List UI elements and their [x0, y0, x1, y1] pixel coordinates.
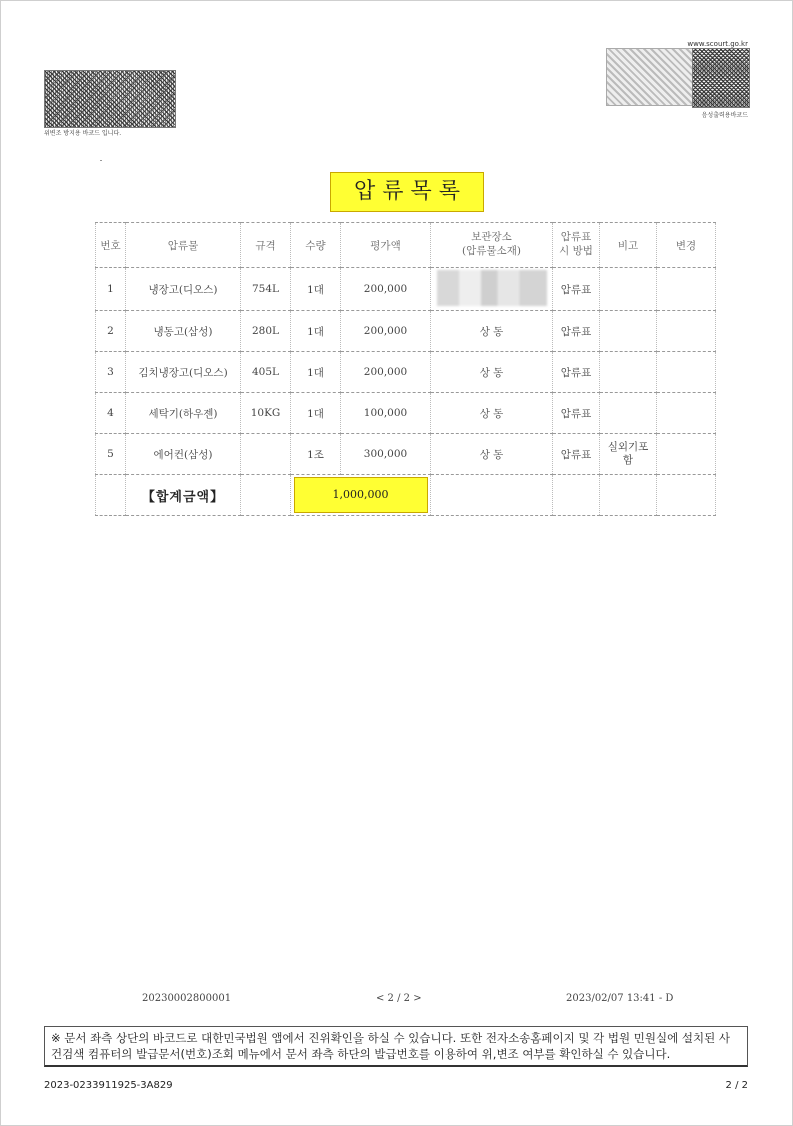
cell-price: 300,000 — [341, 434, 431, 475]
faded-barcode-pattern — [606, 48, 694, 106]
cell-change — [657, 311, 716, 352]
court-url: www.scourt.go.kr — [687, 40, 748, 48]
remarks-line1: 실외기포 — [607, 440, 649, 453]
cell-remarks — [600, 311, 657, 352]
total-label: 【합계금액】 — [126, 475, 241, 516]
issue-number: 2023-0233911925-3A829 — [44, 1080, 173, 1091]
cell-item: 에어컨(삼성) — [126, 434, 241, 475]
cell-mark: 압류표 — [553, 434, 600, 475]
cell-mark: 압류표 — [553, 393, 600, 434]
cell-storage: 상 동 — [431, 352, 553, 393]
page-count: 2 / 2 — [725, 1080, 748, 1091]
cell-qty: 1대 — [291, 311, 341, 352]
voice-output-barcode — [692, 48, 750, 108]
table-row — [96, 352, 716, 393]
voice-output-barcode-caption: 음성출력용바코드 — [701, 112, 748, 119]
header-remarks: 비고 — [600, 223, 657, 268]
table-row — [96, 393, 716, 434]
cell-no: 2 — [96, 311, 126, 352]
table-row — [96, 268, 716, 311]
cell-item: 냉장고(디오스) — [126, 268, 241, 311]
verification-notice: ※ 문서 좌측 상단의 바코드로 대한민국법원 앱에서 진위확인을 하실 수 있습니다. 또한 전자소송홈페이지 및 각 법원 민원실에 설치된 사건검색 컴퓨터의 발급문서(번호)조회 메뉴에서 문서 좌측 하단의 발급번호를 이용하여 위,변조 여부를 확인하실 수 있습니다. — [44, 1026, 748, 1067]
table-row — [96, 311, 716, 352]
header-qty: 수량 — [291, 223, 341, 268]
cell-no: 5 — [96, 434, 126, 475]
cell-remarks — [600, 352, 657, 393]
header-spec: 규격 — [241, 223, 291, 268]
total-amount: 1,000,000 — [294, 477, 428, 513]
cell-price: 200,000 — [341, 311, 431, 352]
cell-no: 3 — [96, 352, 126, 393]
total-empty-cell — [600, 475, 657, 516]
total-empty-cell — [553, 475, 600, 516]
cell-mark: 압류표 — [553, 311, 600, 352]
cell-price: 100,000 — [341, 393, 431, 434]
seizure-list-table — [95, 222, 716, 516]
cell-spec — [241, 434, 291, 475]
cell-remarks — [600, 268, 657, 311]
cell-change — [657, 393, 716, 434]
cell-no: 1 — [96, 268, 126, 311]
cell-qty: 1대 — [291, 352, 341, 393]
header-storage-line2: (압류물소재) — [462, 245, 521, 257]
header-storage — [431, 223, 553, 268]
cell-item: 냉동고(삼성) — [126, 311, 241, 352]
total-amount-cell — [291, 475, 431, 516]
cell-change — [657, 434, 716, 475]
table-row — [96, 434, 716, 475]
scan-speck — [100, 160, 102, 161]
cell-change — [657, 352, 716, 393]
cell-mark: 압류표 — [553, 268, 600, 311]
cell-storage: 상 동 — [431, 393, 553, 434]
total-row — [96, 475, 716, 516]
header-storage-line1: 보관장소 — [471, 231, 512, 244]
table-header-row — [96, 223, 716, 268]
cell-spec: 754L — [241, 268, 291, 311]
document-title: 압 류 목 록 — [330, 172, 484, 212]
total-empty-cell — [657, 475, 716, 516]
footer-page-indicator: < 2 / 2 > — [376, 993, 422, 1004]
cell-spec: 280L — [241, 311, 291, 352]
header-price: 평가액 — [341, 223, 431, 268]
cell-item: 김치냉장고(디오스) — [126, 352, 241, 393]
total-empty-cell — [241, 475, 291, 516]
cell-remarks — [600, 434, 657, 475]
header-no: 번호 — [96, 223, 126, 268]
total-empty-cell — [96, 475, 126, 516]
header-item: 압류물 — [126, 223, 241, 268]
cell-mark: 압류표 — [553, 352, 600, 393]
cell-qty: 1대 — [291, 268, 341, 311]
cell-qty: 1조 — [291, 434, 341, 475]
cell-remarks — [600, 393, 657, 434]
redacted-address — [437, 270, 547, 306]
cell-price: 200,000 — [341, 352, 431, 393]
total-empty-cell — [431, 475, 553, 516]
cell-price: 200,000 — [341, 268, 431, 311]
cell-storage-redacted — [431, 268, 553, 311]
header-mark-line2: 시 방법 — [559, 245, 593, 257]
header-mark-line1: 압류표 — [560, 231, 592, 244]
cell-item: 세탁기(하우젠) — [126, 393, 241, 434]
footer-document-id: 20230002800001 — [142, 993, 232, 1004]
anti-forgery-barcode — [44, 70, 176, 128]
cell-spec: 10KG — [241, 393, 291, 434]
cell-storage: 상 동 — [431, 311, 553, 352]
cell-storage: 상 동 — [431, 434, 553, 475]
cell-qty: 1대 — [291, 393, 341, 434]
cell-no: 4 — [96, 393, 126, 434]
header-change: 변경 — [657, 223, 716, 268]
cell-spec: 405L — [241, 352, 291, 393]
cell-change — [657, 268, 716, 311]
remarks-line2: 함 — [622, 454, 634, 466]
footer-timestamp: 2023/02/07 13:41 - D — [566, 993, 674, 1004]
header-mark — [553, 223, 600, 268]
anti-forgery-barcode-caption: 위변조 방지용 바코드 입니다. — [44, 130, 122, 137]
